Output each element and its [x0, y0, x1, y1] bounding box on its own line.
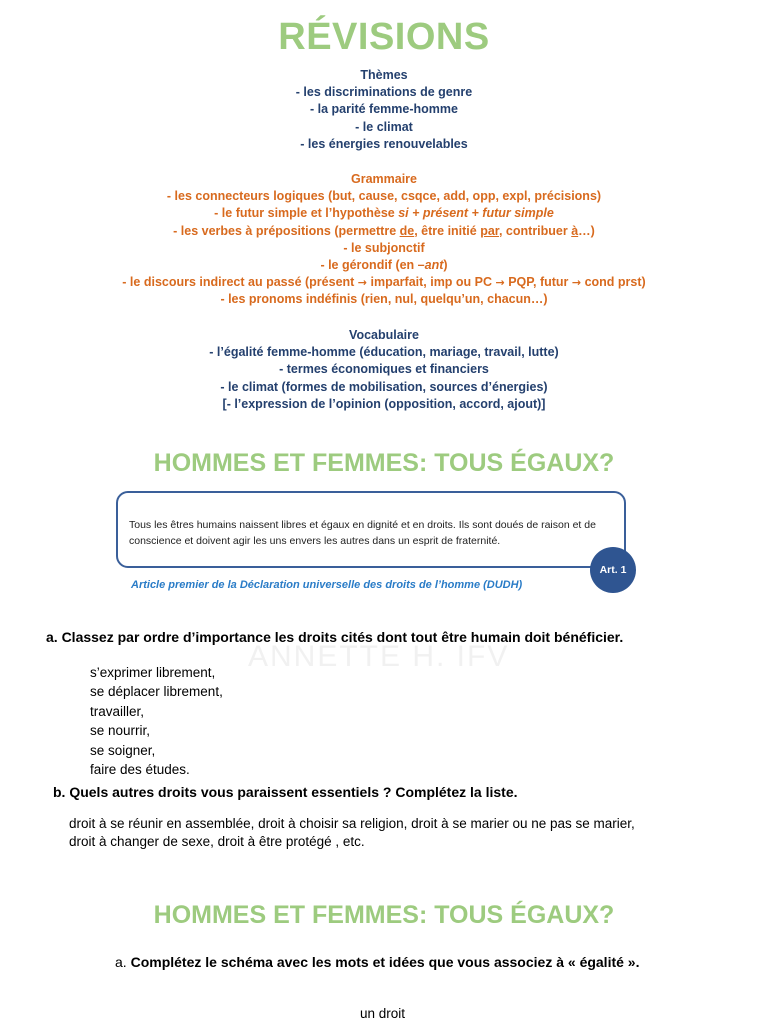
section-title: HOMMES ET FEMMES: TOUS ÉGAUX? — [153, 901, 615, 929]
arrow-right-icon: → — [571, 276, 582, 290]
section-title: HOMMES ET FEMMES: TOUS ÉGAUX? — [153, 449, 615, 477]
grammaire-item: - les pronoms indéfinis (rien, nul, quelqu’un, chacun…) — [220, 292, 548, 307]
vocabulaire-section — [0, 327, 768, 413]
list-item: se soigner, — [90, 742, 156, 758]
schema-label: un droit — [360, 1006, 406, 1021]
list-item: se déplacer librement, — [90, 684, 223, 700]
answer-b — [69, 815, 709, 850]
grammaire-item: - le subjonctif — [343, 240, 425, 255]
instruction-text: Complétez le schéma avec les mots et idées que vous associez à « égalité ». — [130, 954, 640, 970]
question-a: a. Classez par ordre d’importance les droits cités dont tout être humain doit bénéficier. — [46, 629, 624, 645]
themes-item: - les énergies renouvelables — [300, 136, 468, 151]
list-item: travailler, — [90, 703, 145, 719]
quote-caption: Article premier de la Déclaration universelle des droits de l’homme (DUDH) — [131, 579, 523, 591]
themes-item: - les discriminations de genre — [295, 85, 473, 100]
themes-heading: Thèmes — [360, 68, 408, 82]
instruction — [115, 954, 639, 970]
themes-item: - le climat — [355, 119, 413, 134]
vocabulaire-item: - le climat (formes de mobilisation, sources d’énergies) — [220, 379, 548, 394]
instruction-prefix: a. — [115, 954, 131, 970]
grammaire-item: - le futur simple et l’hypothèse si + présent + futur simple — [214, 206, 554, 221]
vocabulaire-item: [- l’expression de l’opinion (opposition, accord, ajout)] — [222, 396, 546, 411]
vocabulaire-heading: Vocabulaire — [349, 328, 419, 342]
answer-line: droit à se réunir en assemblée, droit à choisir sa religion, droit à se marier ou ne pas se marier, — [69, 816, 635, 831]
article-badge: Art. 1 — [590, 547, 636, 593]
vocabulaire-item: - l’égalité femme-homme (éducation, mariage, travail, lutte) — [209, 345, 559, 360]
watermark: ANNETTE H. IFV — [248, 640, 510, 673]
answer-line: droit à changer de sexe, droit à être protégé , etc. — [69, 833, 365, 849]
rights-list — [90, 663, 223, 779]
list-item: s’exprimer librement, — [90, 665, 216, 680]
arrow-right-icon: → — [357, 276, 368, 290]
list-item: faire des études. — [90, 762, 190, 778]
themes-item: - la parité femme-homme — [310, 102, 458, 117]
quote-box — [116, 491, 626, 568]
grammaire-heading: Grammaire — [350, 172, 417, 186]
quote-text: Tous les êtres humains naissent libres et égaux en dignité et en droits. Ils sont doués de raison et de conscience et doivent agir les uns envers les autres dans un esprit de fraternité. — [129, 519, 596, 547]
arrow-right-icon: → — [495, 276, 505, 290]
grammaire-section — [0, 171, 768, 309]
grammaire-item: - le gérondif (en –ant) — [320, 258, 448, 273]
question-b: b. Quels autres droits vous paraissent essentiels ? Complétez la liste. — [53, 784, 518, 800]
themes-section — [0, 67, 768, 153]
list-item: se nourrir, — [90, 723, 151, 739]
vocabulaire-item: - termes économiques et financiers — [279, 362, 489, 377]
grammaire-item: - le discours indirect au passé (présent → imparfait, imp ou PC → PQP, futur → cond prst) — [122, 275, 646, 290]
page-title: RÉVISIONS — [278, 16, 490, 58]
grammaire-item: - les connecteurs logiques (but, cause, csqce, add, opp, expl, précisions) — [166, 189, 602, 204]
grammaire-item: - les verbes à prépositions (permettre de, être initié par, contribuer à…) — [173, 223, 595, 238]
